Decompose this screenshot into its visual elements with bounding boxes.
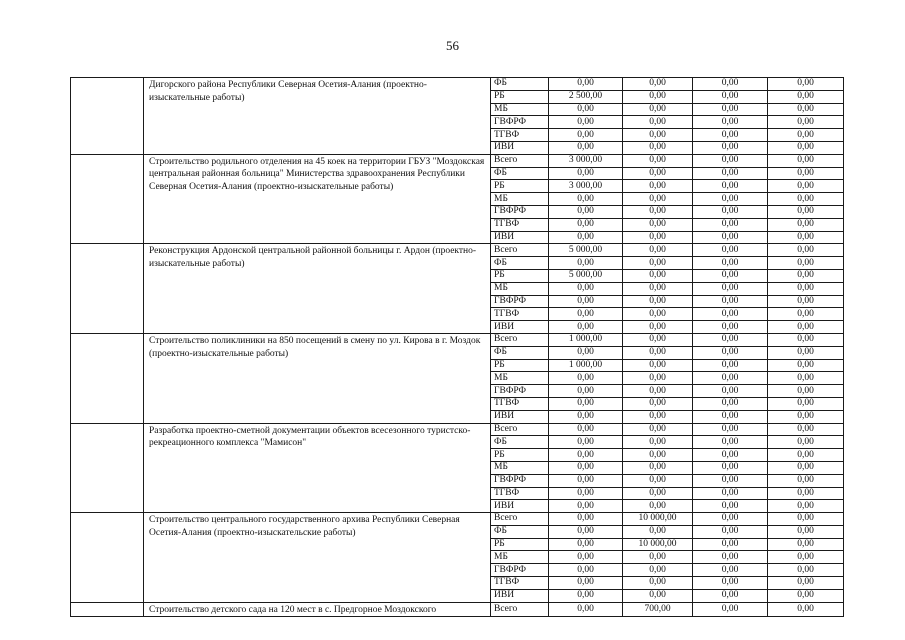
amount-cell: 0,00 (549, 525, 623, 538)
amount-cell: 0,00 (768, 244, 844, 257)
table-row (71, 602, 844, 617)
amount-cell: 0,00 (693, 257, 768, 270)
amount-cell: 0,00 (768, 116, 844, 129)
amount-cell: 0,00 (693, 513, 768, 526)
amount-cell: 0,00 (768, 218, 844, 231)
amount-cell: 0,00 (549, 205, 623, 218)
amount-cell: 0,00 (693, 90, 768, 103)
amount-cell: 0,00 (623, 410, 693, 423)
number-cell (71, 602, 144, 617)
funding-source-cell: ГВФРФ (491, 474, 549, 487)
funding-source-cell: Всего (491, 154, 549, 167)
number-cell (71, 333, 144, 423)
amount-cell: 0,00 (549, 346, 623, 359)
amount-cell: 0,00 (549, 513, 623, 526)
funding-source-cell: РБ (491, 359, 549, 372)
amount-cell: 0,00 (549, 551, 623, 564)
amount-cell: 0,00 (768, 449, 844, 462)
project-description: Строительство центрального государственного архива Республики Северная Осетия-Алания (проектно-изыскательские работы) (144, 513, 491, 603)
funding-source-cell: ГВФРФ (491, 205, 549, 218)
number-cell (71, 513, 144, 603)
amount-cell: 0,00 (768, 321, 844, 334)
funding-source-cell: ТГВФ (491, 129, 549, 142)
amount-cell: 0,00 (768, 385, 844, 398)
amount-cell: 0,00 (693, 346, 768, 359)
amount-cell: 0,00 (549, 167, 623, 180)
amount-cell: 0,00 (623, 129, 693, 142)
amount-cell: 0,00 (623, 551, 693, 564)
funding-source-cell: МБ (491, 372, 549, 385)
funding-source-cell: ТГВФ (491, 577, 549, 590)
amount-cell: 1 000,00 (549, 333, 623, 346)
amount-cell: 0,00 (693, 129, 768, 142)
amount-cell: 0,00 (693, 449, 768, 462)
funding-source-cell: ФБ (491, 167, 549, 180)
amount-cell: 0,00 (623, 449, 693, 462)
amount-cell: 0,00 (693, 295, 768, 308)
amount-cell: 0,00 (549, 282, 623, 295)
amount-cell: 0,00 (693, 193, 768, 206)
amount-cell: 0,00 (693, 167, 768, 180)
project-description: Строительство поликлиники на 850 посещений в смену по ул. Кирова в г. Моздок (проектно-изыскательные работы) (144, 333, 491, 423)
amount-cell: 0,00 (768, 589, 844, 602)
funding-source-cell: ТГВФ (491, 487, 549, 500)
amount-cell: 0,00 (768, 474, 844, 487)
amount-cell: 0,00 (693, 589, 768, 602)
amount-cell: 0,00 (693, 78, 768, 91)
amount-cell: 0,00 (693, 577, 768, 590)
amount-cell: 0,00 (768, 180, 844, 193)
project-description: Дигорского района Республики Северная Осетия-Алания (проектно-изыскательные работы) (144, 78, 491, 155)
amount-cell: 0,00 (549, 461, 623, 474)
amount-cell: 0,00 (549, 410, 623, 423)
amount-cell: 0,00 (693, 385, 768, 398)
amount-cell: 0,00 (623, 333, 693, 346)
amount-cell: 0,00 (693, 116, 768, 129)
amount-cell: 3 000,00 (549, 154, 623, 167)
project-description: Реконструкция Ардонской центральной районной больницы г. Ардон (проектно-изыскательные работы) (144, 244, 491, 334)
funding-source-cell: Всего (491, 602, 549, 617)
table-row (71, 78, 844, 91)
funding-source-cell: МБ (491, 103, 549, 116)
amount-cell: 0,00 (768, 282, 844, 295)
amount-cell: 0,00 (768, 423, 844, 436)
amount-cell: 0,00 (693, 244, 768, 257)
funding-source-cell: ГВФРФ (491, 116, 549, 129)
amount-cell: 5 000,00 (549, 244, 623, 257)
funding-source-cell: ФБ (491, 257, 549, 270)
amount-cell: 0,00 (623, 525, 693, 538)
amount-cell: 0,00 (768, 141, 844, 154)
amount-cell: 0,00 (623, 244, 693, 257)
amount-cell: 0,00 (768, 359, 844, 372)
amount-cell: 0,00 (623, 231, 693, 244)
amount-cell: 0,00 (768, 602, 844, 617)
amount-cell: 0,00 (768, 487, 844, 500)
amount-cell: 0,00 (693, 321, 768, 334)
amount-cell: 0,00 (623, 397, 693, 410)
number-cell (71, 244, 144, 334)
funding-source-cell: ГВФРФ (491, 564, 549, 577)
amount-cell: 0,00 (549, 78, 623, 91)
amount-cell: 0,00 (623, 116, 693, 129)
amount-cell: 0,00 (623, 461, 693, 474)
amount-cell: 0,00 (549, 385, 623, 398)
funding-source-cell: ИВИ (491, 500, 549, 513)
amount-cell: 0,00 (693, 538, 768, 551)
funding-source-cell: РБ (491, 269, 549, 282)
amount-cell: 0,00 (693, 397, 768, 410)
amount-cell: 0,00 (623, 90, 693, 103)
amount-cell: 0,00 (549, 397, 623, 410)
number-cell (71, 423, 144, 513)
amount-cell: 0,00 (623, 589, 693, 602)
amount-cell: 0,00 (693, 410, 768, 423)
amount-cell: 0,00 (623, 269, 693, 282)
amount-cell: 0,00 (549, 257, 623, 270)
amount-cell: 0,00 (549, 500, 623, 513)
amount-cell: 0,00 (623, 78, 693, 91)
amount-cell: 0,00 (549, 308, 623, 321)
amount-cell: 0,00 (549, 116, 623, 129)
budget-table (70, 77, 844, 617)
funding-source-cell: ИВИ (491, 589, 549, 602)
amount-cell: 0,00 (623, 346, 693, 359)
amount-cell: 0,00 (768, 551, 844, 564)
amount-cell: 3 000,00 (549, 180, 623, 193)
amount-cell: 0,00 (623, 180, 693, 193)
amount-cell: 0,00 (693, 269, 768, 282)
table-body (71, 78, 844, 617)
amount-cell: 0,00 (693, 436, 768, 449)
amount-cell: 0,00 (693, 602, 768, 617)
amount-cell: 0,00 (623, 487, 693, 500)
amount-cell: 0,00 (768, 346, 844, 359)
amount-cell: 0,00 (693, 141, 768, 154)
amount-cell: 0,00 (623, 295, 693, 308)
amount-cell: 0,00 (768, 154, 844, 167)
funding-source-cell: Всего (491, 244, 549, 257)
amount-cell: 0,00 (549, 577, 623, 590)
amount-cell: 0,00 (549, 538, 623, 551)
funding-source-cell: ФБ (491, 525, 549, 538)
amount-cell: 0,00 (768, 500, 844, 513)
amount-cell: 0,00 (693, 218, 768, 231)
funding-source-cell: РБ (491, 90, 549, 103)
amount-cell: 0,00 (768, 333, 844, 346)
amount-cell: 0,00 (693, 180, 768, 193)
amount-cell: 0,00 (549, 129, 623, 142)
amount-cell: 0,00 (623, 385, 693, 398)
amount-cell: 0,00 (693, 308, 768, 321)
funding-source-cell: ИВИ (491, 231, 549, 244)
amount-cell: 0,00 (693, 333, 768, 346)
table-row (71, 513, 844, 526)
amount-cell: 0,00 (693, 500, 768, 513)
amount-cell: 0,00 (549, 141, 623, 154)
funding-source-cell: ФБ (491, 436, 549, 449)
table-row (71, 423, 844, 436)
funding-source-cell: МБ (491, 461, 549, 474)
amount-cell: 0,00 (768, 129, 844, 142)
amount-cell: 0,00 (549, 449, 623, 462)
amount-cell: 0,00 (623, 218, 693, 231)
amount-cell: 0,00 (623, 154, 693, 167)
funding-source-cell: Всего (491, 333, 549, 346)
amount-cell: 0,00 (549, 103, 623, 116)
amount-cell: 0,00 (768, 78, 844, 91)
amount-cell: 0,00 (623, 308, 693, 321)
project-description: Строительство родильного отделения на 45 коек на территории ГБУЗ "Моздокская центральная районная больница" Министерства здравоохранения Республики Северная Осетия-Алания (проектно-изыскательные работы) (144, 154, 491, 244)
funding-source-cell: ТГВФ (491, 308, 549, 321)
amount-cell: 0,00 (549, 295, 623, 308)
funding-source-cell: ТГВФ (491, 397, 549, 410)
amount-cell: 0,00 (693, 564, 768, 577)
amount-cell: 10 000,00 (623, 538, 693, 551)
amount-cell: 0,00 (623, 257, 693, 270)
amount-cell: 0,00 (693, 359, 768, 372)
funding-source-cell: ТГВФ (491, 218, 549, 231)
amount-cell: 0,00 (623, 436, 693, 449)
amount-cell: 0,00 (768, 525, 844, 538)
funding-source-cell: МБ (491, 551, 549, 564)
funding-source-cell: ИВИ (491, 321, 549, 334)
amount-cell: 0,00 (768, 231, 844, 244)
number-cell (71, 154, 144, 244)
funding-source-cell: РБ (491, 180, 549, 193)
funding-source-cell: ИВИ (491, 141, 549, 154)
amount-cell: 0,00 (693, 525, 768, 538)
amount-cell: 0,00 (623, 500, 693, 513)
amount-cell: 0,00 (623, 372, 693, 385)
amount-cell: 0,00 (768, 103, 844, 116)
amount-cell: 0,00 (623, 474, 693, 487)
amount-cell: 0,00 (693, 154, 768, 167)
table-row (71, 333, 844, 346)
funding-source-cell: ГВФРФ (491, 295, 549, 308)
amount-cell: 0,00 (623, 359, 693, 372)
amount-cell: 0,00 (768, 295, 844, 308)
page-number: 56 (446, 38, 459, 53)
funding-source-cell: Всего (491, 513, 549, 526)
amount-cell: 0,00 (693, 205, 768, 218)
amount-cell: 0,00 (623, 321, 693, 334)
amount-cell: 0,00 (768, 397, 844, 410)
amount-cell: 0,00 (623, 167, 693, 180)
amount-cell: 0,00 (768, 257, 844, 270)
amount-cell: 0,00 (549, 589, 623, 602)
funding-source-cell: ИВИ (491, 410, 549, 423)
amount-cell: 0,00 (768, 90, 844, 103)
amount-cell: 0,00 (623, 103, 693, 116)
table-row (71, 154, 844, 167)
funding-source-cell: РБ (491, 449, 549, 462)
amount-cell: 0,00 (549, 231, 623, 244)
amount-cell: 0,00 (693, 372, 768, 385)
amount-cell: 5 000,00 (549, 269, 623, 282)
amount-cell: 0,00 (768, 564, 844, 577)
amount-cell: 10 000,00 (623, 513, 693, 526)
amount-cell: 0,00 (693, 423, 768, 436)
funding-source-cell: МБ (491, 282, 549, 295)
amount-cell: 0,00 (693, 282, 768, 295)
amount-cell: 0,00 (768, 577, 844, 590)
funding-source-cell: ГВФРФ (491, 385, 549, 398)
amount-cell: 0,00 (549, 193, 623, 206)
amount-cell: 700,00 (623, 602, 693, 617)
funding-source-cell: МБ (491, 193, 549, 206)
amount-cell: 0,00 (549, 321, 623, 334)
amount-cell: 0,00 (623, 564, 693, 577)
funding-source-cell: ФБ (491, 78, 549, 91)
amount-cell: 0,00 (549, 474, 623, 487)
amount-cell: 0,00 (623, 205, 693, 218)
amount-cell: 0,00 (768, 269, 844, 282)
amount-cell: 0,00 (768, 436, 844, 449)
amount-cell: 2 500,00 (549, 90, 623, 103)
amount-cell: 0,00 (768, 410, 844, 423)
amount-cell: 0,00 (623, 193, 693, 206)
project-description: Разработка проектно-сметной документации объектов всесезонного туристско-рекреационного комплекса "Мамисон" (144, 423, 491, 513)
amount-cell: 0,00 (549, 218, 623, 231)
amount-cell: 0,00 (768, 193, 844, 206)
amount-cell: 0,00 (768, 513, 844, 526)
table-row (71, 244, 844, 257)
amount-cell: 0,00 (623, 282, 693, 295)
funding-source-cell: РБ (491, 538, 549, 551)
amount-cell: 0,00 (693, 487, 768, 500)
amount-cell: 0,00 (693, 551, 768, 564)
amount-cell: 0,00 (768, 167, 844, 180)
amount-cell: 0,00 (623, 141, 693, 154)
project-description: Строительство детского сада на 120 мест в с. Предгорное Моздокского (144, 602, 491, 617)
amount-cell: 0,00 (623, 577, 693, 590)
amount-cell: 0,00 (768, 372, 844, 385)
amount-cell: 0,00 (693, 461, 768, 474)
amount-cell: 0,00 (768, 308, 844, 321)
amount-cell: 0,00 (549, 436, 623, 449)
amount-cell: 0,00 (768, 461, 844, 474)
amount-cell: 0,00 (693, 474, 768, 487)
amount-cell: 0,00 (768, 538, 844, 551)
amount-cell: 0,00 (549, 602, 623, 617)
amount-cell: 0,00 (768, 205, 844, 218)
funding-source-cell: Всего (491, 423, 549, 436)
amount-cell: 0,00 (693, 103, 768, 116)
amount-cell: 0,00 (549, 372, 623, 385)
amount-cell: 0,00 (549, 423, 623, 436)
amount-cell: 0,00 (549, 487, 623, 500)
amount-cell: 0,00 (623, 423, 693, 436)
amount-cell: 0,00 (549, 564, 623, 577)
amount-cell: 0,00 (693, 231, 768, 244)
amount-cell: 1 000,00 (549, 359, 623, 372)
funding-source-cell: ФБ (491, 346, 549, 359)
number-cell (71, 78, 144, 155)
